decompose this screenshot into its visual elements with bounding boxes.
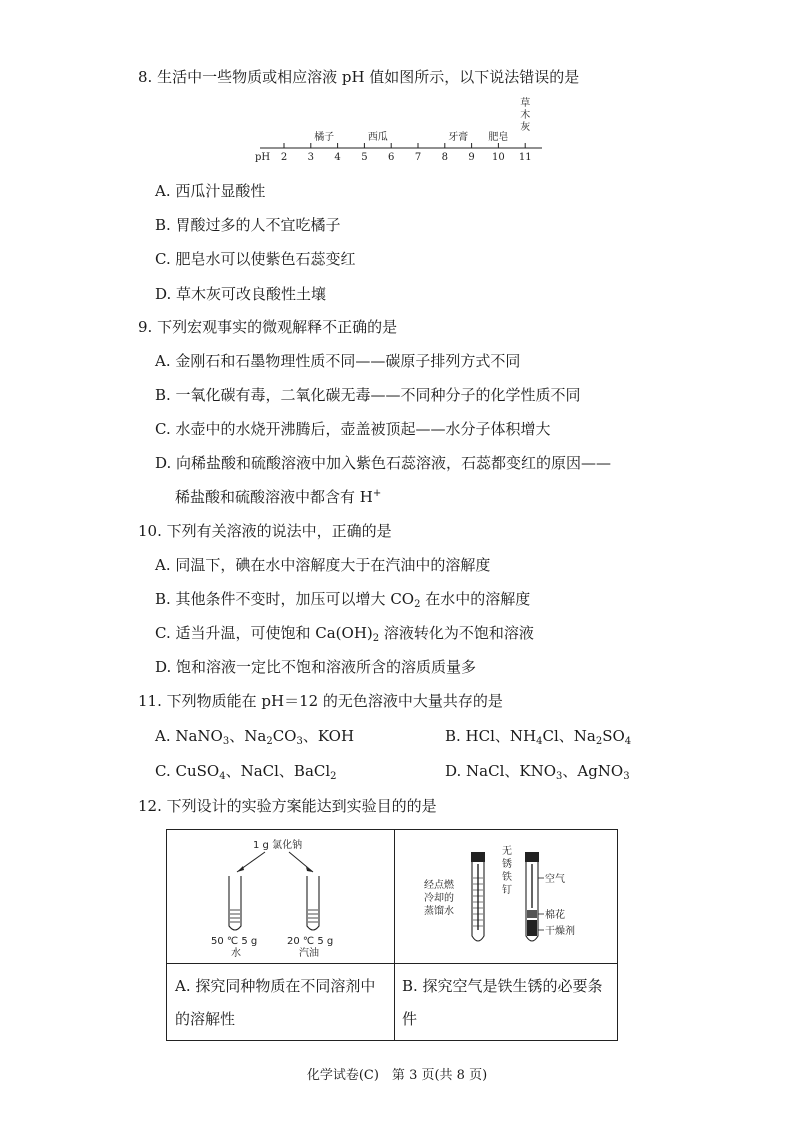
- fig-b-nail-label-2: 锈: [502, 859, 512, 870]
- ph-tick-label: 2: [280, 152, 288, 163]
- q8-option-a[interactable]: A. 西瓜汁显酸性: [155, 182, 266, 200]
- q10-option-b[interactable]: B. 其他条件不变时，加压可以增大 $CO_2$ 在水中的溶解度: [155, 590, 531, 610]
- q10-stem: 10. 下列有关溶液的说法中，正确的是: [138, 522, 392, 540]
- fig-b-nail-label-3: 铁: [502, 872, 512, 883]
- ph-substance-label: 牙膏: [448, 132, 469, 143]
- ph-tick-label: 6: [388, 152, 395, 163]
- q8-option-c[interactable]: C. 肥皂水可以使紫色石蕊变红: [155, 250, 356, 268]
- ph-tick-label: 10: [492, 152, 505, 163]
- option-a-cell[interactable]: A. 探究同种物质在不同溶剂中的溶解性: [175, 977, 376, 1028]
- ph-tick-label: 4: [334, 152, 341, 163]
- fig-b-desiccant-label: 干燥剂: [545, 926, 575, 937]
- ph-top-label-char: 木: [520, 110, 531, 121]
- fig-a-top-label: 1 g 氯化钠: [253, 840, 303, 851]
- fig-b-left-label-2: 冷却的: [424, 893, 454, 904]
- ph-substance-label: 橘子: [314, 132, 335, 143]
- fig-b-left-label-1: 经点燃: [424, 880, 454, 891]
- q9-option-d[interactable]: D. 向稀盐酸和硫酸溶液中加入紫色石蕊溶液，石蕊都变红的原因——: [155, 454, 612, 472]
- figure-a-solubility: [207, 834, 357, 960]
- q12-stem: 12. 下列设计的实验方案能达到实验目的的是: [138, 797, 437, 815]
- fig-b-nail-label-4: 钉: [502, 885, 512, 896]
- fig-b-cotton: [527, 910, 537, 918]
- q11-option-d[interactable]: D. NaCl、$KNO_3$、AgNO$_3$: [445, 762, 630, 782]
- figure-b-rusting: [422, 838, 617, 956]
- q8-stem: 8. 生活中一些物质或相应溶液 pH 值如图所示，以下说法错误的是: [138, 68, 580, 86]
- ph-top-label: [520, 96, 530, 133]
- ph-substance-labels: [314, 130, 508, 143]
- q11-stem: 11. 下列物质能在 pH＝12 的无色溶液中大量共存的是: [138, 692, 503, 710]
- fig-a-left-condition: 50 ℃ 5 g: [211, 936, 258, 947]
- q9-option-d-continued: 稀盐酸和硫酸溶液中都含有 H+: [175, 488, 382, 506]
- fig-a-left-solvent: 水: [231, 948, 241, 959]
- q11-option-b[interactable]: B. HCl、$NH_4Cl$、$Na_2SO_4$: [445, 727, 632, 747]
- q9-option-a[interactable]: A. 金刚石和石墨物理性质不同——碳原子排列方式不同: [155, 352, 521, 370]
- q9-stem: 9. 下列宏观事实的微观解释不正确的是: [138, 318, 398, 336]
- ph-top-label-char: 灰: [520, 122, 531, 133]
- fig-a-arrowhead-left: [237, 866, 244, 872]
- ph-tick-label: 11: [518, 152, 532, 163]
- page-footer: 化学试卷(C) 第 3 页(共 8 页): [306, 1068, 488, 1083]
- q10-option-a[interactable]: A. 同温下，碘在水中溶解度大于在汽油中的溶解度: [155, 556, 491, 574]
- fig-a-right-solvent: 汽油: [299, 948, 319, 959]
- ph-tick-label: 8: [441, 152, 448, 163]
- q10-option-d[interactable]: D. 饱和溶液一定比不饱和溶液所含的溶质质量多: [155, 658, 477, 676]
- option-b-cell[interactable]: B. 探究空气是铁生锈的必要条件: [402, 977, 603, 1028]
- ph-substance-label: 西瓜: [367, 132, 388, 143]
- fig-b-desiccant: [527, 920, 537, 936]
- fig-b-stopper-right: [525, 852, 539, 862]
- table-divider-vertical: [394, 830, 395, 1040]
- ph-top-label-char: 草: [520, 98, 531, 109]
- fig-b-cotton-label: 棉花: [545, 910, 565, 921]
- ph-axis-label: pH: [255, 152, 271, 163]
- ph-scale-figure: [250, 96, 550, 166]
- fig-b-left-label-3: 蒸馏水: [424, 906, 454, 917]
- q11-option-a[interactable]: A. NaNO$_3$、$Na_2CO_3$、KOH: [155, 727, 355, 747]
- q10-option-c[interactable]: C. 适当升温，可使饱和 $Ca(OH)_2$ 溶液转化为不饱和溶液: [155, 624, 534, 644]
- ph-substance-label: 肥皂: [488, 132, 509, 143]
- experiment-table: [166, 829, 618, 1041]
- q8-option-d[interactable]: D. 草木灰可改良酸性土壤: [155, 285, 327, 303]
- fig-a-right-condition: 20 ℃ 5 g: [287, 936, 334, 947]
- fig-b-air-label: 空气: [545, 874, 565, 885]
- ph-tick-label: 5: [361, 152, 368, 163]
- ph-tick-label: 9: [468, 152, 475, 163]
- fig-b-stopper-left: [471, 852, 485, 862]
- q9-option-c[interactable]: C. 水壶中的水烧开沸腾后，壶盖被顶起——水分子体积增大: [155, 420, 551, 438]
- q9-option-b[interactable]: B. 一氧化碳有毒，二氧化碳无毒——不同种分子的化学性质不同: [155, 386, 581, 404]
- table-divider-horizontal: [167, 963, 617, 964]
- q8-option-b[interactable]: B. 胃酸过多的人不宜吃橘子: [155, 216, 341, 234]
- q11-option-c[interactable]: C. CuSO$_4$、NaCl、BaCl$_2$: [155, 762, 337, 782]
- fig-b-nail-label-1: 无: [502, 846, 512, 857]
- ph-tick-label: 3: [307, 152, 314, 163]
- ph-ticks: [281, 143, 532, 163]
- ph-tick-label: 7: [414, 152, 422, 163]
- fig-a-arrow-right: [289, 852, 313, 872]
